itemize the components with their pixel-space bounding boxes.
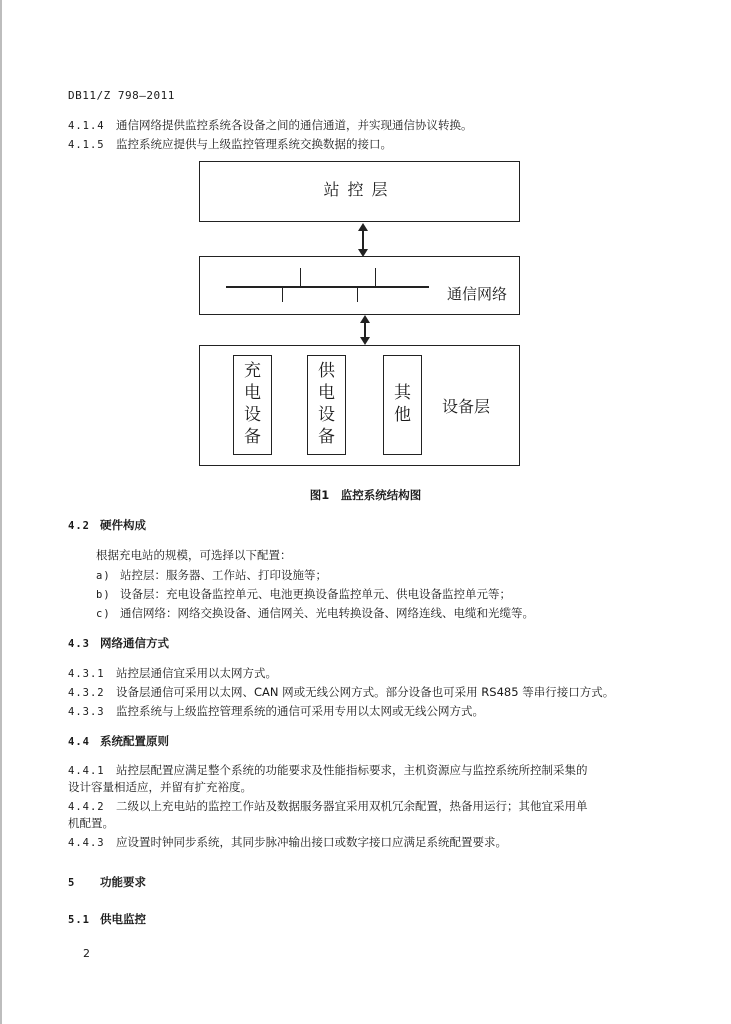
page-number: 2 — [83, 947, 90, 960]
section-number: 4.3 — [68, 638, 90, 650]
list-item — [96, 567, 327, 584]
list-item — [96, 586, 511, 603]
section-title: 供电监控 — [100, 912, 146, 926]
paragraph-number: 4.4.3 — [68, 837, 105, 849]
section-title: 功能要求 — [100, 875, 146, 889]
paragraph-4-4-2 — [68, 798, 588, 815]
paragraph-text: 应设置时钟同步系统，其同步脉冲输出接口或数字接口应满足系统配置要求。 — [116, 835, 507, 849]
section-number: 5.1 — [68, 914, 90, 926]
list-marker: a) — [96, 570, 111, 582]
box-char: 备 — [318, 427, 335, 447]
paragraph-number: 4.4.2 — [68, 801, 105, 813]
figure-caption: 图1 监控系统结构图 — [309, 488, 422, 502]
paragraph-4-1-4 — [68, 117, 473, 134]
paragraph-text: 设备层通信可采用以太网、CAN 网或无线公网方式。部分设备也可采用 RS485 等串行接口方式。 — [116, 685, 615, 699]
box-char: 电 — [318, 383, 335, 403]
paragraph-number: 4.3.3 — [68, 706, 105, 718]
network-tap — [357, 288, 358, 302]
network-bus-line — [226, 286, 429, 288]
document-id: DB11/Z 798—2011 — [68, 89, 175, 102]
network-label: 通信网络 — [447, 285, 508, 303]
station-layer-label: 站控层 — [323, 180, 396, 199]
paragraph-text: 监控系统与上级监控管理系统的通信可采用专用以太网或无线公网方式。 — [116, 704, 484, 718]
network-tap — [300, 268, 301, 286]
paragraph-4-4-1 — [68, 762, 588, 779]
box-char: 备 — [244, 427, 261, 447]
list-text: 设备层：充电设备监控单元、电池更换设备监控单元、供电设备监控单元等； — [120, 587, 511, 601]
box-char: 充 — [244, 361, 261, 381]
section-title: 硬件构成 — [100, 518, 146, 532]
paragraph-number: 4.4.1 — [68, 765, 105, 777]
paragraph-number: 4.1.5 — [68, 139, 105, 151]
paragraph-text: 监控系统应提供与上级监控管理系统交换数据的接口。 — [116, 137, 392, 151]
paragraph-text: 二级以上充电站的监控工作站及数据服务器宜采用双机冗余配置，热备用运行；其他宜采用单 — [116, 799, 588, 813]
box-char: 他 — [394, 405, 411, 425]
arrow-shaft — [362, 229, 364, 251]
section-4-3-heading — [68, 635, 169, 652]
paragraph-text: 站控层通信宜采用以太网方式。 — [116, 666, 277, 680]
box-char: 供 — [318, 361, 335, 381]
paragraph-number: 4.3.1 — [68, 668, 105, 680]
paragraph-continuation: 设计容量相适应，并留有扩充裕度。 — [68, 780, 252, 794]
arrow-up-icon — [358, 223, 368, 231]
network-tap — [282, 288, 283, 302]
section-number: 5 — [68, 877, 76, 889]
box-char: 设 — [244, 405, 261, 425]
section-title: 系统配置原则 — [100, 734, 169, 748]
binding-line — [0, 0, 2, 1024]
section-4-2-intro: 根据充电站的规模，可选择以下配置： — [96, 548, 292, 562]
paragraph-4-1-5 — [68, 136, 392, 153]
list-text: 站控层：服务器、工作站、打印设施等； — [120, 568, 327, 582]
arrow-down-icon — [360, 337, 370, 345]
paragraph-text: 通信网络提供监控系统各设备之间的通信通道，并实现通信协议转换。 — [116, 118, 473, 132]
section-4-2-heading — [68, 517, 146, 534]
list-item — [96, 605, 534, 622]
section-5-heading — [68, 874, 146, 891]
network-tap — [375, 268, 376, 286]
paragraph-continuation: 机配置。 — [68, 816, 114, 830]
section-4-4-heading — [68, 733, 169, 750]
paragraph-4-4-3 — [68, 834, 507, 851]
section-number: 4.2 — [68, 520, 90, 532]
box-char: 设 — [318, 405, 335, 425]
paragraph-text: 站控层配置应满足整个系统的功能要求及性能指标要求，主机资源应与监控系统所控制采集的 — [116, 763, 588, 777]
section-5-1-heading — [68, 911, 146, 928]
paragraph-4-3-2 — [68, 684, 614, 701]
paragraph-number: 4.3.2 — [68, 687, 105, 699]
charging-equipment-box — [233, 355, 272, 455]
section-number: 4.4 — [68, 736, 90, 748]
arrow-up-icon — [360, 315, 370, 323]
power-supply-equipment-box — [307, 355, 346, 455]
paragraph-4-3-1 — [68, 665, 277, 682]
list-marker: b) — [96, 589, 111, 601]
paragraph-number: 4.1.4 — [68, 120, 105, 132]
other-equipment-box — [383, 355, 422, 455]
box-char: 其 — [394, 383, 411, 403]
device-layer-label: 设备层 — [442, 397, 491, 416]
box-char: 电 — [244, 383, 261, 403]
section-title: 网络通信方式 — [100, 636, 169, 650]
list-marker: c) — [96, 608, 111, 620]
paragraph-4-3-3 — [68, 703, 484, 720]
list-text: 通信网络：网络交换设备、通信网关、光电转换设备、网络连线、电缆和光缆等。 — [120, 606, 534, 620]
